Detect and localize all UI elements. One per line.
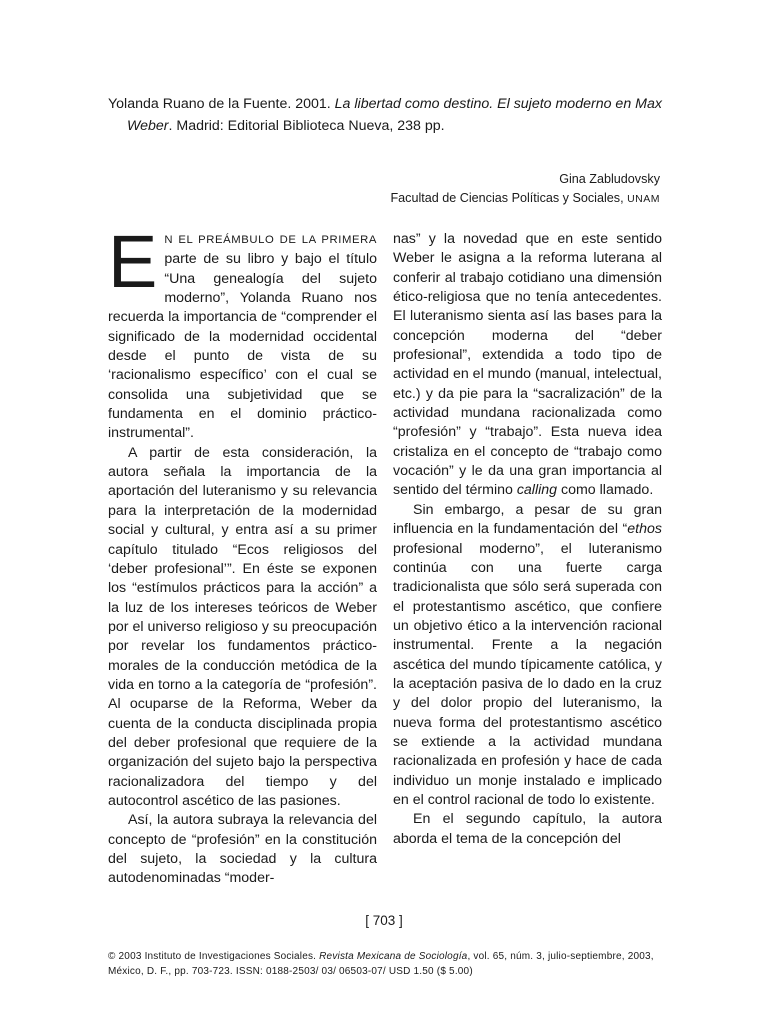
footer-line-2: México, D. F., pp. 703-723. ISSN: 0188-2503/ 03/ 06503-07/ USD 1.50 ($ 5.00) bbox=[108, 966, 473, 977]
right-column bbox=[393, 230, 662, 849]
paragraph-1 bbox=[108, 220, 377, 444]
citation-authors: Yolanda Ruano de la Fuente. 2001. bbox=[108, 96, 335, 112]
reviewer-name: Gina Zabludovsky bbox=[559, 172, 660, 186]
footer-publisher: © 2003 Instituto de Investigaciones Sociales. bbox=[108, 951, 320, 962]
journal-title: Revista Mexicana de Sociología bbox=[319, 951, 468, 962]
paragraph-2: A partir de esta consideración, la autora señala la importancia de la aportación del luteranismo y su relevancia para la interpretación de la modernidad social y cultural, y entra así a su primer capítulo titulado “Ecos religiosos del ‘deber profesional’”. En éste se exponen los “estímulos prácticos para la acción” a la luz de los intereses teóricos de Weber por el universo religioso y su preocupación por revelar los fundamentos práctico-morales de la conducción metódica de la vida en torno a la categoría de “profesión”. Al ocuparse de la Reforma, Weber da cuenta de la conducta disciplinada propia del deber profesional que requiere de la organización del sujeto bajo la perspectiva racionalizadora del tiempo y del autocontrol ascético de las pasiones. bbox=[108, 444, 377, 809]
citation-publisher: . Madrid: Editorial Biblioteca Nueva, 238 pp. bbox=[168, 118, 445, 134]
paragraph-4-text-b: como llamado. bbox=[557, 482, 654, 499]
paragraph-5-text-a: Sin embargo, a pesar de su gran influencia en la fundamentación del “ bbox=[393, 501, 662, 538]
drop-cap: E bbox=[108, 220, 158, 303]
citation-header bbox=[108, 93, 687, 137]
reviewer-affiliation: Facultad de Ciencias Políticas y Sociales, bbox=[390, 191, 628, 205]
paragraph-4 bbox=[393, 230, 662, 501]
term-ethos: ethos bbox=[627, 521, 662, 538]
reviewer-block bbox=[390, 170, 660, 209]
copyright-footer bbox=[108, 949, 668, 979]
paragraph-3: Así, la autora subraya la relevancia del concepto de “profesión” en la constitución del sujeto, la sociedad y la cultura autodenominadas “moder- bbox=[108, 812, 377, 887]
paragraph-4-text-a: nas” y la novedad que en este sentido Weber le asigna a la reforma luterana al conferir al trabajo cotidiano una dimensión ético-religiosa que no tenía antecedentes. El luteranismo sienta así las bases para la concepción moderna del “deber profesional”, extendida a todo tipo de actividad en el mundo (manual, intelectual, etc.) y da pie para la “sacralización” de la actividad mundana racionalizada como “profesión” y “trabajo”. Esta nueva idea cristaliza en el concepto de “trabajo como vocación” y le da una gran importancia al sentido del término bbox=[393, 231, 662, 499]
left-column bbox=[108, 220, 377, 889]
lead-in-smallcaps: N EL PREÁMBULO DE LA PRIMERA bbox=[164, 234, 377, 246]
reviewer-institution: UNAM bbox=[627, 193, 660, 205]
paragraph-1-text: parte de su libro y bajo el título “Una genealogía del sujeto moderno”, Yolanda Ruano nos recuerda la importancia de “comprender el significado de la modernidad occidental desde el punto de vista de su ‘racionalismo específico’ con el cual se consolida una subjetividad que se fundamenta en el dominio práctico-instrumental”. bbox=[108, 251, 377, 442]
term-calling: calling bbox=[516, 482, 558, 499]
footer-issue: , vol. 65, núm. 3, julio-septiembre, 2003, bbox=[467, 951, 654, 962]
paragraph-6: En el segundo capítulo, la autora aborda el tema de la concepción del bbox=[393, 811, 662, 847]
footer-line-1 bbox=[108, 949, 668, 964]
reviewer-affiliation-line bbox=[390, 189, 660, 209]
book-title: La libertad como destino. El sujeto moderno en Max Weber bbox=[127, 96, 662, 134]
paragraph-5-text-b: profesional moderno”, el luteranismo continúa con una fuerte carga tradicionalista que sólo será superada con el protestantismo ascético, que confiere un objetivo ético a la intervención racional instrumental. Frente a la negación ascética del mundo típicamente católica, y la aceptación pasiva de lo dado en la cruz y del dolor propio del luteranismo, la nueva forma del protestantismo ascético se extiende a la actividad mundana racionalizada en profesión y hace de cada individuo un monje instalado e implicado en el control racional de todo lo existente. bbox=[393, 540, 662, 808]
page-number: [ 703 ] bbox=[365, 913, 403, 928]
paragraph-5 bbox=[393, 501, 662, 811]
